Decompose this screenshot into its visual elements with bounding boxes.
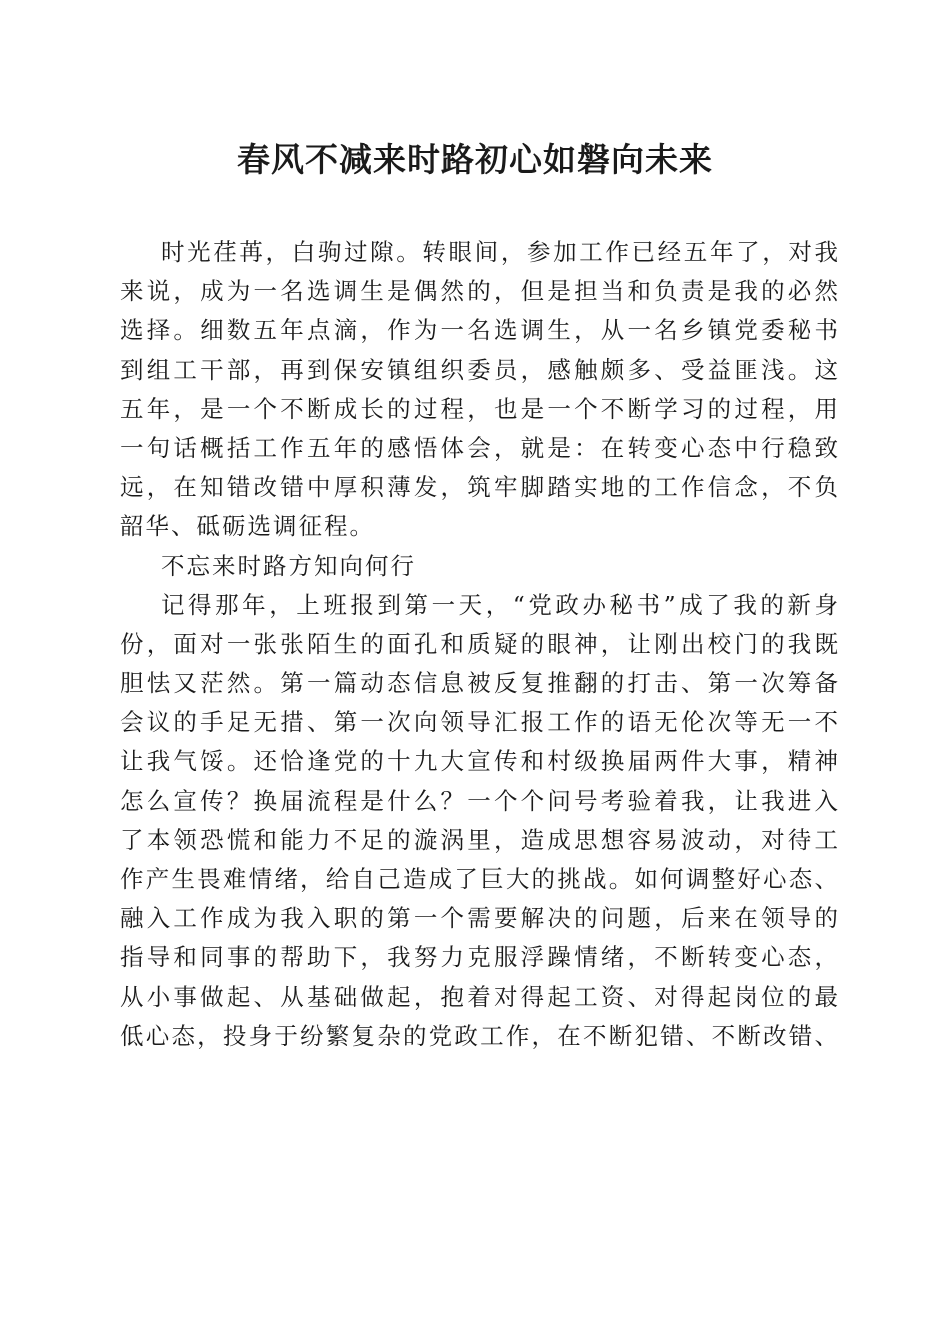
paragraph-2-line: 让我气馁。还恰逢党的十九大宣传和村级换届两件大事，精神 (120, 747, 840, 776)
paragraph-2-line: 会议的手足无措、第一次向领导汇报工作的语无伦次等无一不 (120, 708, 840, 737)
section-heading: 不忘来时路方知向何行 (161, 551, 416, 580)
paragraph-2-line: 了本领恐慌和能力不足的漩涡里，造成思想容易波动，对待工 (120, 825, 840, 854)
paragraph-2-line: 记得那年，上班报到第一天，“党政办秘书”成了我的新身 (161, 590, 840, 619)
paragraph-2-line: 从小事做起、从基础做起，抱着对得起工资、对得起岗位的最 (120, 982, 840, 1011)
paragraph-1-line: 时光荏苒，白驹过隙。转眼间，参加工作已经五年了，对我 (161, 238, 840, 266)
paragraph-2-line: 胆怯又茫然。第一篇动态信息被反复推翻的打击、第一次筹备 (120, 669, 840, 698)
paragraph-1-line: 选择。细数五年点滴，作为一名选调生，从一名乡镇党委秘书 (120, 316, 840, 345)
paragraph-1-line: 来说，成为一名选调生是偶然的，但是担当和负责是我的必然 (120, 277, 840, 306)
paragraph-1-line: 一句话概括工作五年的感悟体会，就是：在转变心态中行稳致 (120, 433, 840, 462)
paragraph-1-line: 到组工干部，再到保安镇组织委员，感触颇多、受益匪浅。这 (120, 355, 840, 384)
paragraph-2-line: 指导和同事的帮助下，我努力克服浮躁情绪，不断转变心态， (120, 943, 840, 972)
document-title: 春风不减来时路初心如磐向未来 (237, 140, 713, 179)
paragraph-2-line: 作产生畏难情绪，给自己造成了巨大的挑战。如何调整好心态、 (120, 865, 840, 893)
paragraph-2-line: 低心态，投身于纷繁复杂的党政工作，在不断犯错、不断改错、 (120, 1021, 840, 1050)
document-body (120, 233, 840, 1056)
paragraph-2-line: 怎么宣传？换届流程是什么？一个个问号考验着我，让我进入 (120, 786, 840, 815)
paragraph-2-line: 份，面对一张张陌生的面孔和质疑的眼神，让刚出校门的我既 (120, 629, 840, 658)
paragraph-1-line: 远，在知错改错中厚积薄发，筑牢脚踏实地的工作信念，不负 (120, 473, 840, 502)
paragraph-2-line: 融入工作成为我入职的第一个需要解决的问题，后来在领导的 (120, 904, 840, 933)
paragraph-1-line: 五年，是一个不断成长的过程，也是一个不断学习的过程，用 (120, 394, 840, 423)
paragraph-1-line: 韶华、砥砺选调征程。 (120, 512, 375, 541)
